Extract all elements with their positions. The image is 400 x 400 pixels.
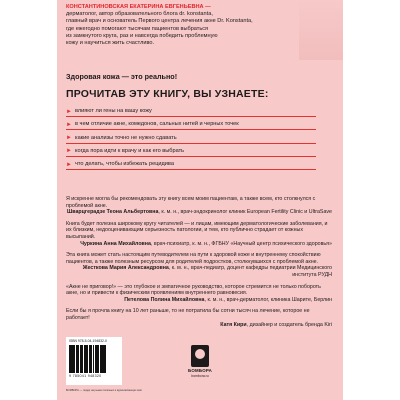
review-signature xyxy=(66,297,332,304)
review-text: Эта книга может стать настоящим путеводителем на пути к здоровой коже и внутреннему спокойствию пациентов, а также полезным ресурсом для родителей подростков, столкнувшихся с проблемой акне. xyxy=(66,252,321,265)
list-item xyxy=(66,104,316,117)
review-text: Если бы я прочла книгу на 10 лет раньше, то не потратила бы сотни тысяч на лечение, которое не работает! xyxy=(66,308,310,321)
arrow-right-icon: ► xyxy=(66,121,72,128)
list-item-label: когда пора идти к врачу и как его выбрать xyxy=(75,147,185,154)
author-bio-line: дерматолог, автор образовательного блога dr. konstanta, xyxy=(66,11,213,18)
review-role: , к. м. н., врач-педиатр, доцент кафедры педиатрии Медицинского института РУДН xyxy=(168,265,332,278)
review-role: , к. м. н., врач-дерматолог, клиника Шарите, Берлин xyxy=(204,296,332,303)
barcode-block xyxy=(66,337,122,385)
learn-heading: ПРОЧИТАВ ЭТУ КНИГУ, ВЫ УЗНАЕТЕ: xyxy=(66,88,269,100)
list-item-label: какие анализы точно не нужно сдавать xyxy=(75,134,177,141)
review-signature xyxy=(66,209,332,216)
review-signature xyxy=(66,322,332,329)
list-item xyxy=(66,117,316,130)
barcode-digits: 9 785041 948320 xyxy=(69,374,102,378)
review xyxy=(66,308,332,328)
author-bio-line: где ежегодно помогают тысячам пациентов выбраться xyxy=(66,25,209,32)
author-block xyxy=(66,4,300,47)
publisher-url: bombora.ru xyxy=(191,374,209,378)
reviews xyxy=(66,196,332,333)
author-bio xyxy=(66,11,300,47)
arrow-right-icon: ► xyxy=(66,108,72,115)
tagline: Здоровая кожа — это реально! xyxy=(66,72,178,81)
isbn: ISBN 978-5-04-194832-0 xyxy=(69,339,107,343)
publisher-name: БОМБОРА xyxy=(188,368,212,373)
review xyxy=(66,284,332,304)
review-role: , дизайнер и создатель бренда Kiri xyxy=(246,321,332,328)
review-role: , к. м. н., врач-эндокринолог клиник European Fertility Clinic и UltraSave xyxy=(158,209,332,216)
arrow-right-icon: ► xyxy=(66,148,72,155)
review-text: «Акне не приговор!» — это глубокое и эмпатичное руководство, которое стремится не только побороть акне, но и привести к физическим проявлениям внутреннего равновесия. xyxy=(66,283,321,297)
book-back-cover xyxy=(57,0,343,400)
publisher-logo-icon xyxy=(191,345,209,367)
review-author: Жесткова Мария Александровна xyxy=(82,265,169,272)
review xyxy=(66,196,332,216)
review-author: Шварцгерадзе Теона Альбертовна xyxy=(66,209,159,216)
review-signature xyxy=(66,265,332,278)
author-bio-line: главный врач и основатель Первого центра лечения акне Dr. Konstanta, xyxy=(66,18,253,25)
review xyxy=(66,252,332,278)
author-photo xyxy=(299,0,343,60)
review-author: Чуркина Анна Михайловна xyxy=(80,240,151,247)
review-text: Я искренне могла бы рекомендовать эту книгу всем моим пациентам, а также всем, кто столкнулся с проблемой акне. xyxy=(66,196,316,209)
review-text: Книга будет полезна широкому кругу читателей — и лицам, имеющим дерматологические заболевания, и их близким, недооценивающим серьезность патологии, и тем, кто публично страдает от кожных высыпаний. xyxy=(66,220,328,240)
author-name: КОНСТАНТИНОВСКАЯ ЕКАТЕРИНА ЕВГЕНЬЕВНА — xyxy=(66,4,211,10)
review-signature xyxy=(66,241,332,248)
review-author: Петелова Полина Михайловна xyxy=(124,296,205,303)
review-role: , врач-психиатр, к. м. н., ФГБНУ «Научный центр психического здоровья» xyxy=(150,240,332,247)
author-bio-line: кожу и научиться жить счастливо. xyxy=(66,40,155,47)
review xyxy=(66,221,332,247)
arrow-right-icon: ► xyxy=(66,135,72,142)
author-bio-line: из замкнутого круга, раз и навсегда победить проблемную xyxy=(66,32,218,39)
list-item-label: влияют ли гены на вашу кожу xyxy=(75,108,152,115)
list-item xyxy=(66,144,316,157)
list-item xyxy=(66,157,316,170)
barcode xyxy=(69,345,119,373)
list-item-label: что делать, чтобы избежать рецидива xyxy=(75,160,174,167)
arrow-right-icon: ► xyxy=(66,161,72,168)
fineprint: БОМБОРА — лидер на рынке полезных и вдохновляющих книг xyxy=(66,389,143,392)
list-item-label: в чем отличие акне, комедонов, сальных нитей и черных точек xyxy=(75,121,239,128)
learn-list xyxy=(66,104,316,170)
publisher-logo-mark xyxy=(195,349,205,359)
list-item xyxy=(66,130,316,143)
review-author: Катя Кири xyxy=(220,321,247,328)
